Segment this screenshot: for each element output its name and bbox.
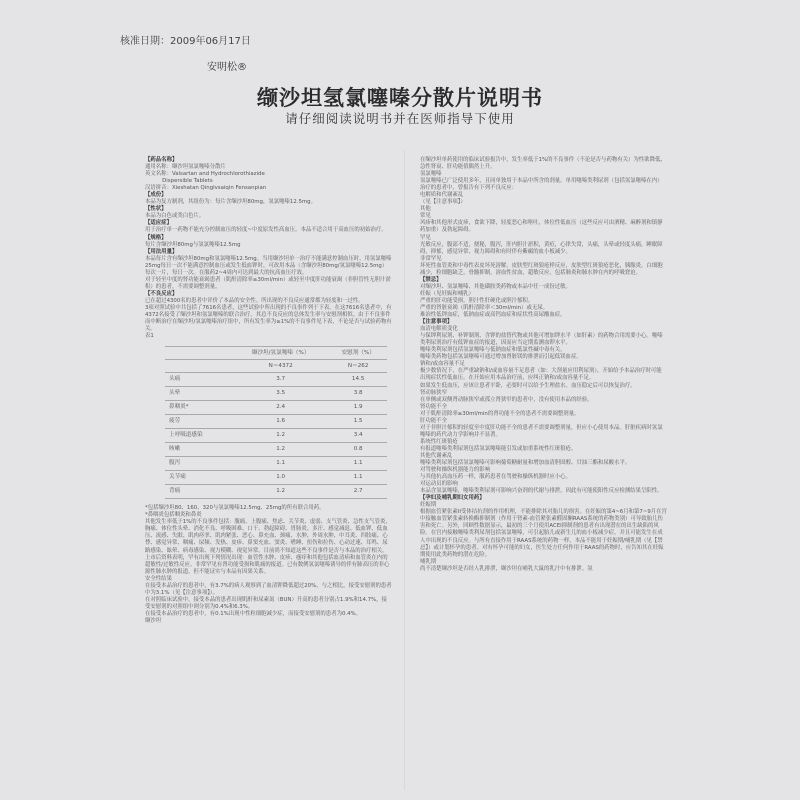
left-text-block-after (145, 505, 392, 625)
text-line: 3项对照试验中共包括了7616名患者，这些试验中所出现的不良事件列于下表。在这7616名患者中，有4372名接受了缬沙坦和氢氯噻嗪的联合治疗。其总不良反应的总体发生率与安慰剂相似。由于不良事件而中断治疗在缬沙坦/氢氯噻嗪治疗组中，所有发生率为≥1%的不良事件见下表，不论是否与试验药物有关。 (145, 304, 392, 333)
text-line: 尚不清楚缬沙坦是否经人乳排泄，缬沙坦在哺乳大鼠的乳汁中有排泄。氢 (420, 565, 593, 572)
table-row (165, 415, 387, 429)
text-line: 对于非胆汁郁积的轻度至中度肝功能不全的患者不需要调整剂量，但应小心使用本品。肝脏疾病时氢氯噻嗪的药代动力学影响并不显著。 (420, 424, 663, 438)
text-line: 汉语拼音：Xieshatan Qinglvsaiqin Fensanpian (145, 185, 267, 192)
table-col1-header: 缬沙坦/氢氯噻嗪（%） (232, 347, 329, 360)
table-row (165, 387, 387, 401)
text-line: 钠和/或血容量不足 (420, 361, 465, 368)
table-col2-n: N＝262 (329, 360, 387, 373)
text-line: 对运动员的影响 (420, 481, 458, 488)
text-line: 本品为复方制剂，其组份为：每片含缬沙坦80mg，氢氯噻嗪12.5mg。 (145, 199, 316, 206)
text-line: 哺乳期 (420, 558, 437, 565)
table-cell-name: 咳嗽 (165, 443, 232, 457)
table-col2-header: 安慰剂（%） (329, 347, 387, 360)
text-line: 光敏反应，腹部不适，便秘，腹泻，肝内胆汁淤积，黄疸，心律失常，头痛，头晕或轻度头痛，睡眠障碍，抑郁，感觉异常，视力障碍和有时伴有紫癜的血小板减少。 (420, 241, 663, 255)
table-cell-value: 1.5 (329, 415, 387, 429)
text-line: 【规格】 (145, 234, 167, 241)
text-line: 【用法用量】 (145, 248, 178, 255)
text-line: 根据血管紧张素II受体拮抗剂的作用机理，不能排除其对胎儿的损害。在妊娠的第4~6月和第7~9月在宫中接触血管紧张素转换酶抑制剂（作用于肾素-血管紧张素醛固酮RAAS系统的药物类别）可导致胎儿伤害和死亡。另外，回顾性数据显示，最初的三个月使用ACEI抑制剂的患者有出现潜在的出生缺陷的风险。在宫内接触噻嗪类利尿剂包括氢氯噻嗪，可引起胎儿或新生儿的血小板减少症，并且可能发生在成人中出现的不良反应。与所有直接作用于RAAS系统的药物一样，本品不能用于妊娠期/哺乳期（见【禁忌】）或计划怀孕的患者。对有怀孕可能的妇女，医生处方任何作用于RAAS的药物时，应告知其在妊娠期使用此类药物的潜在危险。 (420, 509, 667, 558)
table-corner-cell (165, 347, 232, 360)
text-line: 【禁忌】 (420, 276, 442, 283)
text-line: 有报道噻嗪类利尿剂包括氢氯噻嗪能引发或加重系统性红斑狼疮。 (420, 445, 577, 452)
table-row (165, 443, 387, 457)
table-n-row (165, 360, 387, 373)
page-fold-line (404, 150, 405, 790)
table-row (165, 457, 387, 471)
text-line: 【注意事项】 (420, 319, 453, 326)
table-col1-n: N＝4372 (232, 360, 329, 373)
text-line: 罕见 (420, 234, 431, 241)
text-line: 对缬沙坦、氢氯噻嗪、其他磺胺类药物或本品中任一成份过敏。 (420, 283, 571, 290)
text-line: 每片含缬沙坦80mg与氢氯噻嗪12.5mg (145, 241, 241, 248)
text-line: 本品每片含有缬沙坦80mg和氢氯噻嗪12.5mg。当用缬沙坦单一治疗不能满意控制血压时，用氢氯噻嗪25mg每日一次不能满意控制血压或发生低血钾时，可改用本品（含缬沙坦80mg/氢氯噻嗪12.5mg）每次一片，每日一次。在服药2~4周内可达到最大的抗高血压疗效。 (145, 255, 392, 276)
table-cell-value: 3.7 (232, 373, 329, 387)
text-line: 对于肌酐清除率≥30ml/min的肾功能不全的患者不需要调整剂量。 (420, 410, 580, 417)
text-line: 对于轻至中度的肾功能衰竭患者（肌酐清除率≥30ml/min）或轻至中度肝功能衰竭（非胆管性无胆汁淤积）的患者，不需要调整剂量。 (145, 276, 391, 290)
table-cell-value: 1.2 (232, 443, 329, 457)
text-line: 【药品名称】 (145, 157, 178, 163)
table-cell-name: 鼻咽炎* (165, 401, 232, 415)
text-line: 系统性红斑狼疮 (420, 438, 458, 445)
text-line: *包括缬沙坦80、160、320与氢氯噻嗪12.5mg、25mg的所有联合用药。 (145, 505, 325, 512)
table-cell-value: 3.5 (232, 387, 329, 401)
table-cell-value: 1.2 (232, 429, 329, 443)
text-line: 噻嗪类利尿剂包括氢氯噻嗪可影响葡萄糖耐量和增加血清胆固醇、甘油三酯和尿酸水平。 (420, 460, 631, 467)
table-cell-name: 疲劳 (165, 415, 232, 429)
right-text-block (420, 157, 667, 573)
text-line: 氢氯噻嗪已广泛使用多年，且同单独用于本品中所含的剂量。单用噻嗪类利尿剂（包括氢氯噻嗪在内）治疗的患者中，曾报告有下列不良反应： (420, 178, 663, 192)
text-line: 电解质和代谢紊乱 (420, 192, 464, 199)
table-cell-value: 2.7 (329, 485, 387, 499)
table-cell-value: 1.1 (329, 471, 387, 485)
text-line: 噻嗪类药物包括氢氯噻嗪可通过增加肾脏镁的排泄而引起低镁血症。 (420, 354, 582, 361)
text-line: 肝功能不全 (420, 417, 447, 424)
text-line: 妊娠期 (420, 502, 437, 509)
text-line: Dispersible Tablets (145, 178, 213, 185)
text-line: 【孕妇及哺乳期妇女用药】 (420, 495, 485, 502)
text-line: 肾功能不全 (420, 403, 447, 410)
text-line: 【适应症】 (145, 220, 172, 227)
table-cell-value: 1.0 (232, 471, 329, 485)
approval-date: 核准日期：2009年06月17日 (120, 36, 251, 47)
text-line: *鼻咽炎包括咽炎和鼻炎 (145, 512, 202, 519)
text-line: 对驾驶和操纵机器能力的影响 (420, 467, 491, 474)
text-line: 本品为白色或类白色片。 (145, 213, 205, 220)
text-line: 英文名称：Valsartan and Hydrochlorothiazide (145, 171, 265, 178)
text-line: 通用名称：缬沙坦氢氯噻嗪分散片 (145, 164, 226, 171)
text-line: 极少数情况下，在严重缺钠和/或血容量不足患者（如：大剂量应用利尿剂），开始给予本品治疗时可能出现症状性低血压。在开始应用本品治疗前，应纠正钠和/或血容量不足。 (420, 368, 662, 382)
text-line: 缬沙坦 (145, 617, 162, 624)
table-cell-value: 1.6 (232, 415, 329, 429)
text-line: 难治性低钾血症，低钠血症或高钙血症和症状性高尿酸血症。 (420, 312, 566, 319)
table-cell-value: 2.4 (232, 401, 329, 415)
text-line: 本品含氢氯噻嗪，噻嗪类利尿剂可影响兴奋剂的代谢与排泄，因此有可能使阳性反应检测结果呈阳性。 (420, 488, 663, 495)
table-cell-value: 0.8 (329, 443, 387, 457)
text-line: 噻嗪类利尿剂包括氢氯噻嗪与低钠血症和低氯性碱中毒有关。 (420, 347, 566, 354)
table-row (165, 485, 387, 499)
text-line: 表1 (145, 333, 154, 340)
text-line: 非常罕见 (420, 255, 442, 262)
table-cell-name: 背痛 (165, 485, 232, 499)
table-row (165, 471, 387, 485)
text-line: 坏死性血管炎和中毒性表皮坏死溶解，皮肤型红斑狼疮样反应，皮肤型红斑狼疮恶化，胰腺炎，白细胞减少，粒细胞缺乏，骨髓抑制，溶血性贫血，超敏反应，包括肺炎和肺水肿在内的呼吸窘迫。 (420, 262, 663, 276)
text-line: 【不良反应】 (145, 290, 178, 297)
text-line: 严重的肾脏衰竭（肌酐清除率＜30ml/min）或无尿。 (420, 304, 549, 311)
table-cell-name: 上呼吸道感染 (165, 429, 232, 443)
text-line: 在缬沙坦单药使用的临床试验报告中，发生率低于1%的不良事件（不论是否与药物有关）为性欲降低、急性肾衰、肝功能值偶然上升。 (420, 157, 666, 171)
left-text-block (145, 157, 392, 340)
text-line: 在接受本品治疗的患者中，有0.1%出现中性粒细胞减少症，而接受安慰剂的患者为0.4%。 (145, 610, 362, 617)
table-body (165, 373, 387, 499)
text-line: 氢氯噻嗪 (420, 171, 442, 178)
table-cell-value: 14.5 (329, 373, 387, 387)
table-row (165, 401, 387, 415)
text-line: 肾动脉狭窄 (420, 389, 447, 396)
text-line: 常见 (420, 213, 431, 220)
text-line: 血清电解质变化 (420, 326, 458, 333)
text-line: 已在超过4300名的患者中评价了本品的安全性。所出现的不良反应通常都为轻度和一过性。 (145, 297, 364, 304)
document-subtitle: 请仔细阅读说明书并在医师指导下使用 (285, 111, 515, 126)
text-line: 如果发生低血压，应该让患者平卧，必要时可以给予生理盐水。血压稳定后可以恢复治疗。 (420, 382, 636, 389)
table-cell-value: 1.1 (232, 457, 329, 471)
table-cell-name: 头晕 (165, 387, 232, 401)
table-cell-value: 1.9 (329, 401, 387, 415)
table-corner-cell (165, 360, 232, 373)
table-cell-name: 关节痛 (165, 471, 232, 485)
brand-name: 安明松® (207, 62, 247, 73)
text-line: 妊娠（见妊娠和哺乳） (420, 290, 474, 297)
document-title: 缬沙坦氢氯噻嗪分散片说明书 (257, 86, 543, 110)
text-line: 在单侧或双侧肾动脉狭窄或孤立肾狭窄的患者中，没有使用本品的经验。 (420, 396, 593, 403)
text-line: 上市后资料表明，罕有出现下列情况出现：血管性水肿、皮疹、瘙痒和其他包括血清病和血管炎在内的超敏性/过敏性反应。非常罕见有肾功能受损和肌痛的报道。已有数例氢氯噻嗪诱导的伴有肺高压的非心源性肺水肿的报道，但不能证实与本品有因果关系。 (145, 554, 390, 575)
table-row (165, 429, 387, 443)
table-cell-value: 3.8 (329, 387, 387, 401)
table-header-row (165, 347, 387, 360)
text-line: 在对照临床试验中，接受本品的患者出现肌酐和尿素氮（BUN）升高的患者分别占1.9%和14.7%，接受安慰剂的对照组中则分别为0.4%和6.3%。 (145, 596, 387, 610)
text-line: 安全性结果 (145, 575, 172, 582)
text-line: 【性状】 (145, 206, 167, 213)
left-text-column (145, 157, 392, 625)
text-line: （见【注意事项】） (420, 199, 466, 206)
text-line: 在接受本品治疗的患者中，有3.7%的病人观察到了血清钾降低超过20%，与之相比，接受安慰剂的患者中为3.1%（见【注意事项】）。 (145, 582, 392, 596)
table-cell-value: 3.4 (329, 429, 387, 443)
text-line: 其他发生率低于1%的不良事件包括：腹痛、上腹痛、焦虑、关节炎、虚弱、支气管炎、急性支气管炎、胸痛、体位性头晕、消化不良、呼吸困难、口干、勃起障碍、胃肠炎、多汗、感觉减退、低血钾、低血压、流感、失眠、肌肉痉挛、肌肉紧张、恶心、鼻充血、颈痛、水肿、外周水肿、中耳炎、四肢痛、心悸、感觉异常、咽痛、尿频、发热、皮疹、鼻窦充血、窦炎、嗜睡、扭伤和拉伤、心动过速、耳鸣、尿路感染、眩晕、病毒感染、视力模糊、视觉异常。目前尚不知道这些不良事件是否与本品的治疗相关。 (145, 519, 391, 554)
text-line: 与其他抗高血压药一样，服药患者在驾驶和操纵机器时应小心。 (420, 474, 571, 481)
table-cell-value: 1.1 (329, 457, 387, 471)
adverse-events-table (165, 346, 387, 499)
text-line: 严重的肝功能受损，胆汁性肝硬化或胆汁郁积。 (420, 297, 534, 304)
text-line: 其他代谢紊乱 (420, 452, 453, 459)
table-cell-name: 腹泻 (165, 457, 232, 471)
table-cell-value: 1.2 (232, 485, 329, 499)
text-line: 其他 (420, 206, 431, 213)
text-line: 与保钾利尿剂、补钾制剂、含钾的盐替代物或其他可增加钾水平（如肝素）的药物合用需要小心。噻嗪类利尿剂治疗有低钾血症的报道，因而应当定期监测血钾水平。 (420, 333, 663, 347)
table-row (165, 373, 387, 387)
table-cell-name: 头痛 (165, 373, 232, 387)
text-line: 用于治疗单一药物不能充分控制血压的轻度~中度原发性高血压。本品不适合用于高血压的初始治疗。 (145, 227, 387, 234)
right-text-column (420, 157, 667, 573)
text-line: 风疹和其他形式皮疹，食欲下降，轻度恶心和呕吐，体位性低血压（这些反应可由酒精、麻醉剂和镇静药加重）及勃起障碍。 (420, 220, 663, 234)
text-line: 【成份】 (145, 192, 167, 199)
